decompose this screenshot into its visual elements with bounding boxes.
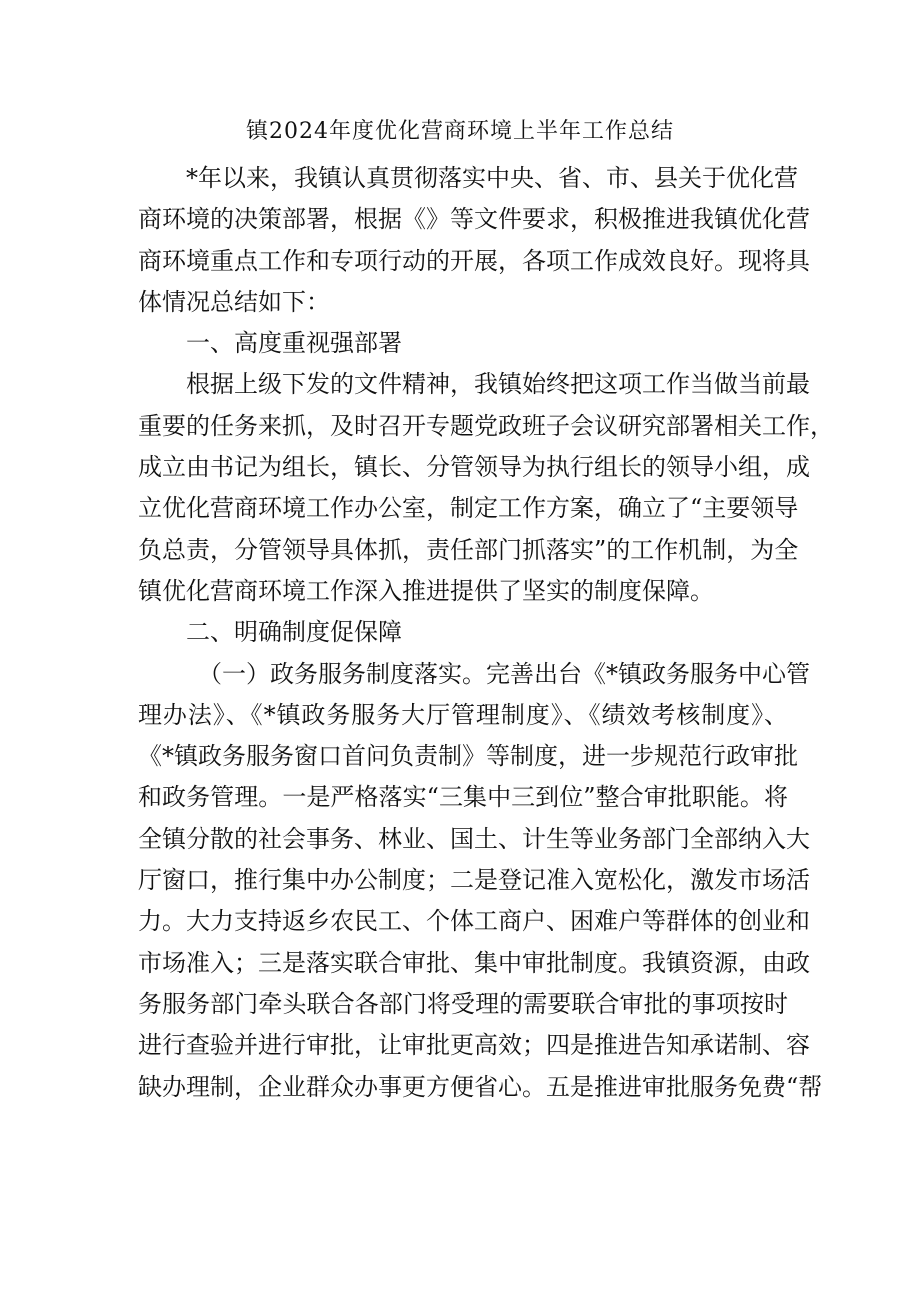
document-body xyxy=(138,158,834,1108)
body-line: 负总责，分管领导具体抓，责任部门抓落实”的工作机制，为全 xyxy=(138,535,799,564)
body-line: 进行查验并进行审批，让审批更高效；四是推进告知承诺制、容 xyxy=(138,1031,810,1060)
body-line: 缺办理制，企业群众办事更方便省心。五是推进审批服务免费“帮 xyxy=(138,1072,823,1101)
body-line: 商环境的决策部署，根据《》等文件要求，积极推进我镇优化营 xyxy=(138,205,810,234)
body-line: 成立由书记为组长，镇长、分管领导为执行组长的领导小组，成 xyxy=(138,453,810,482)
body-line: 根据上级下发的文件精神，我镇始终把这项工作当做当前最 xyxy=(186,370,810,399)
body-line: *年以来，我镇认真贯彻落实中央、省、市、县关于优化营 xyxy=(186,164,798,192)
body-line: 镇优化营商环境工作深入推进提供了坚实的制度保障。 xyxy=(138,576,714,605)
body-line: （一）政务服务制度落实。完善出台《*镇政务服务中心管 xyxy=(198,659,810,688)
body-line: 《*镇政务服务窗口首问负责制》等制度，进一步规范行政审批 xyxy=(138,742,798,771)
body-line: 理办法》、《*镇政务服务大厅管理制度》、《绩效考核制度》、 xyxy=(138,700,788,729)
body-line: 重要的任务来抓，及时召开专题党政班子会议研究部署相关工作， xyxy=(138,411,834,440)
body-line: 和政务管理。一是严格落实“三集中三到位”整合审批职能。将 xyxy=(138,783,788,812)
body-line: 厅窗口，推行集中办公制度；二是登记准入宽松化，激发市场活 xyxy=(138,866,810,895)
document-title: 镇2024年度优化营商环境上半年工作总结 xyxy=(246,119,674,144)
body-line: 务服务部门牵头联合各部门将受理的需要联合审批的事项按时 xyxy=(138,989,788,1018)
body-line: 市场准入；三是落实联合审批、集中审批制度。我镇资源，由政 xyxy=(138,948,810,977)
body-line: 力。大力支持返乡农民工、个体工商户、困难户等群体的创业和 xyxy=(138,907,810,936)
body-line: 体情况总结如下： xyxy=(138,287,330,316)
body-line: 全镇分散的社会事务、林业、国土、计生等业务部门全部纳入大 xyxy=(138,824,810,853)
body-line: 二、明确制度促保障 xyxy=(186,618,402,647)
body-line: 立优化营商环境工作办公室，制定工作方案，确立了“主要领导 xyxy=(138,494,799,523)
body-line: 商环境重点工作和专项行动的开展，各项工作成效良好。现将具 xyxy=(138,246,810,275)
body-line: 一、高度重视强部署 xyxy=(186,329,402,358)
